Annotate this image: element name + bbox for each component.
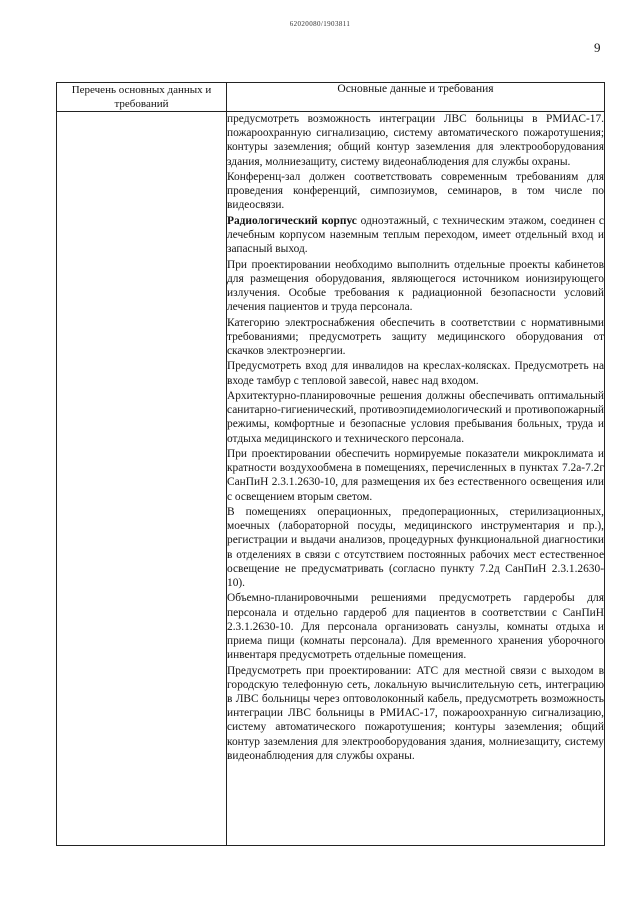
paragraph-radiation-safety: При проектировании необходимо выполнить отдельные проекты кабинетов для размещения оборудования, являющегося источником ионизирующего излучения. Особые требования к радиационной безопасности условий лечения пациентов и труда персонала. xyxy=(227,258,604,314)
paragraph-wardrobes: Объемно-планировочными решениями предусмотреть гардеробы для персонала и отдельно гардероб для пациентов в соответствии с СанПиН 2.3.1.2630-10. Для персонала организовать санузлы, комнаты отдыха и приема пищи (комнаты персонала). Для временного хранения уборочного инвентаря предусмотреть отдельные помещения. xyxy=(227,592,604,662)
requirements-table xyxy=(56,82,605,846)
left-column-cell xyxy=(57,112,227,846)
requirements-content-cell xyxy=(227,112,605,846)
paragraph-architecture: Архитектурно-планировочные решения должны обеспечивать оптимальный санитарно-гигиенический, противоэпидемиологический и противопожарный режимы, комфортные и безопасные условия пребывания больных, труда и отдыха медицинского и технического персонала. xyxy=(227,389,604,445)
table-header-row xyxy=(57,83,605,112)
radiology-building-text: одноэтажный, с техническим этажом, соединен с лечебным корпусом наземным теплым переходом, имеет отдельный вход и запасный выход. xyxy=(227,214,604,256)
column-header-data: Основные данные и требования xyxy=(227,83,605,112)
document-code: 62020080/1903811 xyxy=(289,20,351,28)
paragraph-radiology-building xyxy=(227,214,604,257)
paragraph-lighting: В помещениях операционных, предоперационных, стерилизационных, моечных (лабораторной посуды, медицинского инструментария и пр.), регистрации и выдачи анализов, процедурных функциональной диагностики в отделениях в связи с отсутствием постоянных рабочих мест естественное освещение не предусматривать (согласно пункту 7.2д СанПиН 2.3.1.2630-10). xyxy=(227,505,604,589)
paragraph-disabled-entrance: Предусмотреть вход для инвалидов на креслах-колясках. Предусмотреть на входе тамбур с тепловой завесой, навес над входом. xyxy=(227,360,604,387)
paragraph-conference-hall: Конференц-зал должен соответствовать современным требованиям для проведения конференций, симпозиумов, семинаров, в том числе по видеосвязи. xyxy=(227,171,604,212)
paragraph-communications: Предусмотреть при проектировании: АТС для местной связи с выходом в городскую телефонную сеть, локальную вычислительную сеть, интеграцию в ЛВС больницы через оптоволоконный кабель, предусмотреть возможность интеграции ЛВС больницы в РМИАС-17, пожароохранную сигнализацию, систему автоматического пожаротушения; контуры заземления; общий контур заземления для электрооборудования здания, молниезащиту, систему видеонаблюдения для службы охраны. xyxy=(227,664,604,762)
column-header-list: Перечень основных данных и требований xyxy=(57,83,227,112)
paragraph-power-supply: Категорию электроснабжения обеспечить в соответствии с нормативными требованиями; предусмотреть защиту медицинского оборудования от скачков электроэнергии. xyxy=(227,316,604,357)
paragraph-microclimate: При проектировании обеспечить нормируемые показатели микроклимата и кратности воздухообмена в помещениях, перечисленных в пунктах 7.2а-7.2г СанПиН 2.3.1.2630-10, для размещения их без естественного освещения или с освещением вторым светом. xyxy=(227,447,604,503)
page-number: 9 xyxy=(594,40,601,55)
paragraph-integration: предусмотреть возможность интеграции ЛВС больницы в РМИАС-17. пожароохранную сигнализацию, систему автоматического пожаротушения; контуры заземления; общий контур заземления для электрооборудования здания, молниезащиту, систему видеонаблюдения для службы охраны. xyxy=(227,113,604,168)
table-body-row xyxy=(57,112,605,846)
radiology-building-heading: Радиологический корпус xyxy=(227,214,357,227)
